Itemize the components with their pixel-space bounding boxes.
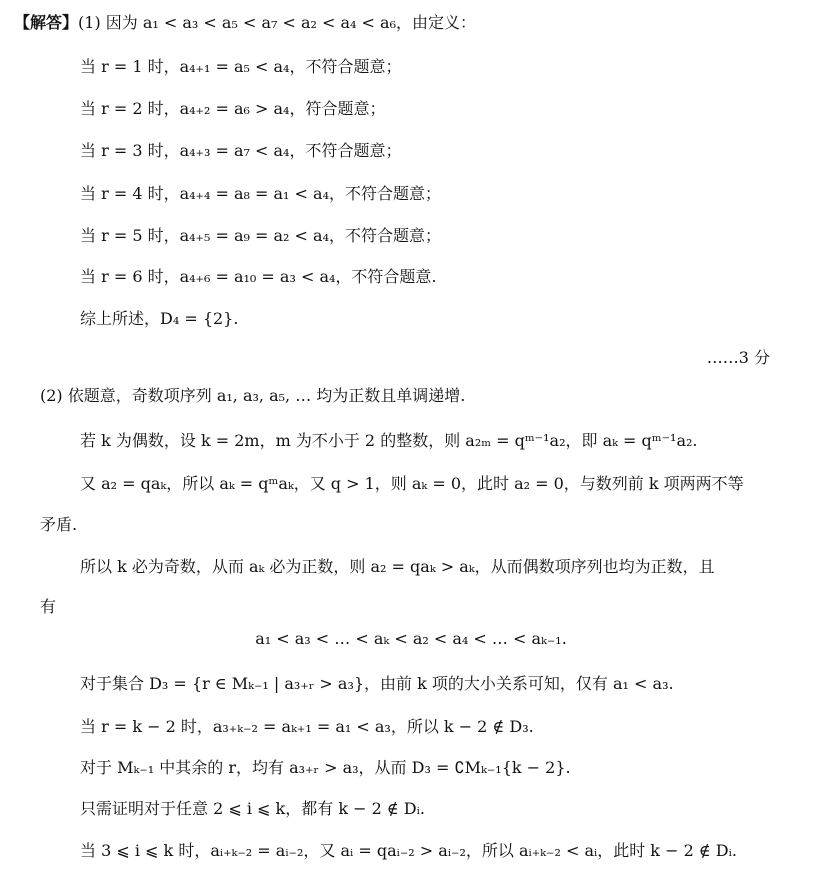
part2-intro: (2) 依题意，奇数项序列 a₁, a₃, a₅, … 均为正数且单调递增. (40, 386, 466, 405)
score-note: ……3 分 (706, 348, 770, 367)
conclusion-d4: 综上所述，D₄ = {2}. (80, 309, 239, 328)
set-d3-line: 对于集合 D₃ = {r ∈ Mₖ₋₁ | a₃₊ᵣ > a₃}，由前 k 项的大小关系可知，仅有 a₁ < a₃. (80, 674, 674, 693)
case-r6: 当 r = 6 时，a₄₊₆ = a₁₀ = a₃ < a₄，不符合题意. (80, 267, 437, 286)
range-i-line: 当 3 ⩽ i ⩽ k 时，aᵢ₊ₖ₋₂ = aᵢ₋₂，又 aᵢ = qaᵢ₋₂ > aᵢ₋₂，所以 aᵢ₊ₖ₋₂ < aᵢ，此时 k − 2 ∉ Dᵢ. (80, 841, 737, 860)
solution-header (14, 12, 476, 34)
case-r4: 当 r = 4 时，a₄₊₄ = a₈ = a₁ < a₄，不符合题意； (80, 184, 441, 203)
even-k-case: 若 k 为偶数，设 k = 2m，m 为不小于 2 的整数，则 a₂ₘ = qᵐ⁻¹a₂，即 aₖ = qᵐ⁻¹a₂. (80, 431, 698, 450)
contradiction-line: 又 a₂ = qaₖ，所以 aₖ = qᵐaₖ，又 q > 1，则 aₖ = 0，此时 a₂ = 0，与数列前 k 项两两不等 (80, 474, 744, 493)
case-r2: 当 r = 2 时，a₄₊₂ = a₆ > a₄，符合题意； (80, 99, 386, 118)
r-k-minus-2-line: 当 r = k − 2 时，a₃₊ₖ₋₂ = aₖ₊₁ = a₁ < a₃，所以 k − 2 ∉ D₃. (80, 717, 534, 736)
odd-k-case: 所以 k 必为奇数，从而 aₖ 必为正数，则 a₂ = qaₖ > aₖ，从而偶数项序列也均为正数，且 (80, 557, 715, 576)
ordering-formula: a₁ < a₃ < … < aₖ < a₂ < a₄ < … < aₖ₋₁. (255, 629, 567, 648)
case-r1: 当 r = 1 时，a₄₊₁ = a₅ < a₄，不符合题意； (80, 57, 402, 76)
header-text: (1) 因为 a₁ < a₃ < a₅ < a₇ < a₂ < a₄ < a₆，由定义： (78, 13, 476, 32)
odd-k-tail: 有 (40, 597, 57, 616)
case-r3: 当 r = 3 时，a₄₊₃ = a₇ < a₄，不符合题意； (80, 141, 402, 160)
case-r5: 当 r = 5 时，a₄₊₅ = a₉ = a₂ < a₄，不符合题意； (80, 226, 441, 245)
contradiction-tail: 矛盾. (40, 515, 78, 534)
remaining-r-line: 对于 Mₖ₋₁ 中其余的 r，均有 a₃₊ᵣ > a₃，从而 D₃ = ∁Mₖ₋₁{k − 2}. (80, 758, 571, 777)
answer-tag: 【解答】 (14, 13, 79, 32)
proof-goal-line: 只需证明对于任意 2 ⩽ i ⩽ k，都有 k − 2 ∉ Dᵢ. (80, 799, 425, 818)
